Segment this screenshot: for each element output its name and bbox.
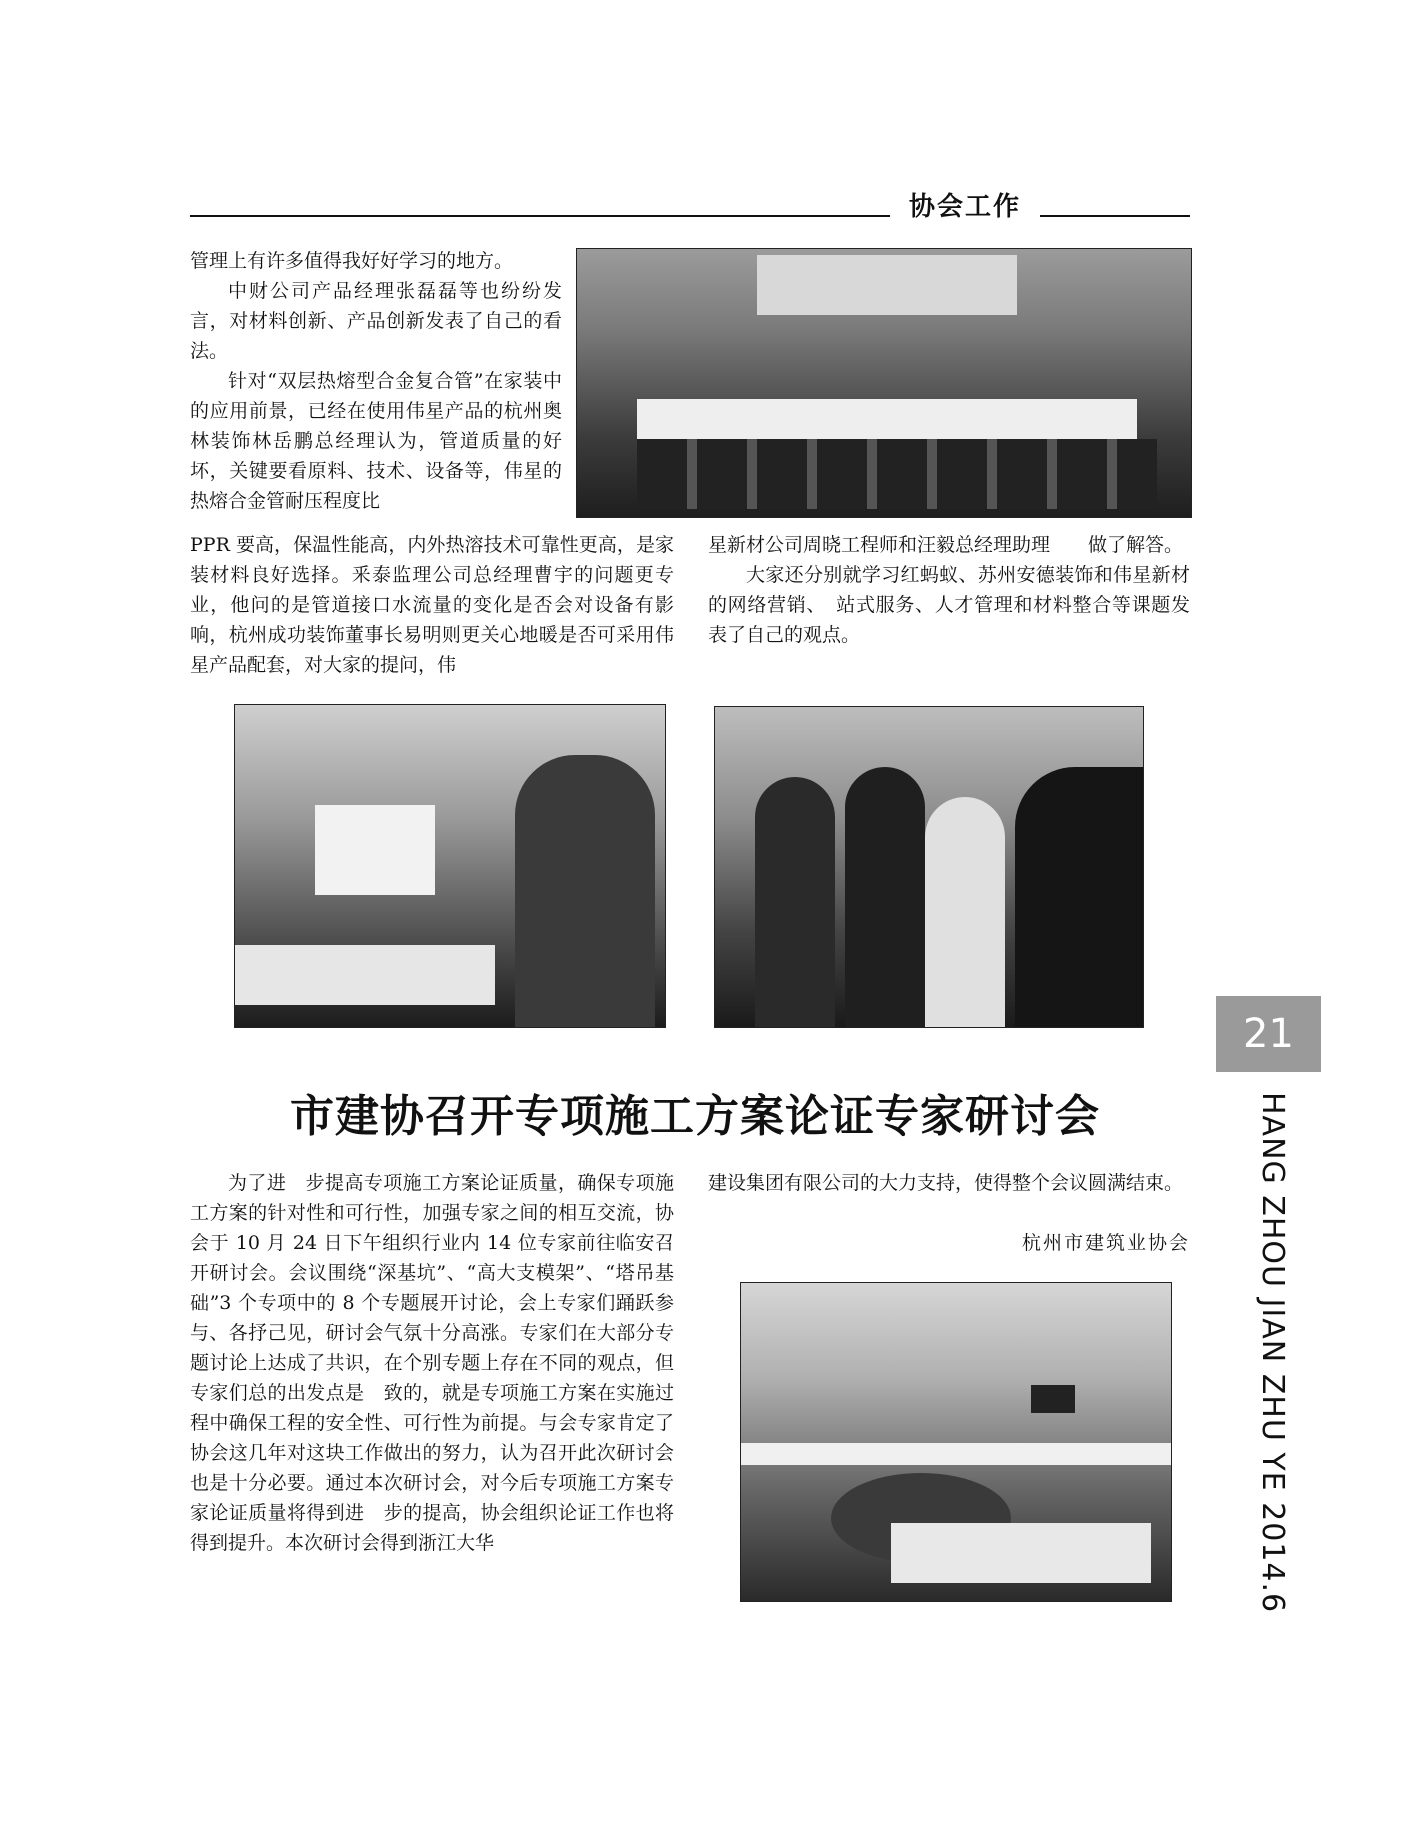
tv-screen — [1031, 1385, 1075, 1413]
table — [741, 1443, 1171, 1465]
paragraph: 建设集团有限公司的大力支持，使得整个会议圆满结束。 — [708, 1172, 1184, 1194]
photo-conference-meeting — [576, 248, 1192, 518]
photo-product-inspection — [234, 704, 666, 1028]
paragraph: 中财公司产品经理张磊磊等也纷纷发言，对材料创新、产品创新发表了自己的看法。 — [190, 280, 562, 362]
screen-banner — [757, 255, 1017, 315]
article2-title: 市建协召开专项施工方案论证专家研讨会 — [290, 1091, 1100, 1142]
pipe-display — [235, 945, 495, 1005]
photo-showroom-visit — [714, 706, 1144, 1028]
page-number: 21 — [1216, 996, 1321, 1072]
photo-expert-seminar — [740, 1282, 1172, 1602]
person — [845, 767, 925, 1027]
paragraph: 针对“双层热熔型合金复合管”在家装中的应用前景，已经在使用伟星产品的杭州奥林装饰林岳鹏总经理认为，管道质量的好坏，关键要看原料、技术、设备等，伟星的热熔合金管耐压程度比 — [190, 370, 562, 512]
article1-col-right — [708, 530, 1190, 650]
person — [515, 755, 655, 1027]
person — [1015, 767, 1143, 1027]
paragraph: 大家还分别就学习红蚂蚁、苏州安德装饰和伟星新材的网络营销、 站式服务、人才管理和材料整合等课题发表了自己的观点。 — [708, 564, 1190, 646]
article1-col-left-top — [190, 246, 562, 516]
table — [637, 399, 1137, 439]
chairs-row — [637, 439, 1157, 509]
paragraph: 星新材公司周晓工程师和汪毅总经理助理 做了解答。 — [708, 534, 1184, 556]
person — [925, 797, 1005, 1027]
article1-col-left-bottom — [190, 530, 674, 680]
journal-vertical-text: HANG ZHOU JIAN ZHU YE 2014.6 — [1255, 1092, 1290, 1614]
article2-col-right — [708, 1168, 1190, 1198]
header-rule-left — [190, 215, 890, 217]
article2-signature: 杭州市建筑业协会 — [1021, 1232, 1190, 1254]
section-label: 协会工作 — [908, 192, 1021, 222]
paragraph: PPR 要高，保温性能高，内外热溶技术可靠性更高，是家装材料良好选择。釆泰监理公司总经理曹宇的问题更专业，他问的是管道接口水流量的变化是否会对设备有影响，杭州成功装饰董事长易明则更关心地暖是否可采用伟星产品配套，对大家的提问，伟 — [190, 534, 674, 676]
person — [755, 777, 835, 1027]
paragraph: 管理上有许多值得我好好学习的地方。 — [190, 250, 514, 272]
article2-col-left — [190, 1168, 674, 1558]
table-front — [891, 1523, 1151, 1583]
whiteboard — [315, 805, 435, 895]
header-rule-right — [1040, 215, 1190, 217]
paragraph: 为了进 步提高专项施工方案论证质量，确保专项施工方案的针对性和可行性，加强专家之间的相互交流，协会于 10 月 24 日下午组织行业内 14 位专家前往临安召开研讨会。会议围绕“深基坑”、“高大支模架”、“塔吊基础”3 个专项中的 8 个专题展开讨论，会上专家们踊跃参与、各抒己见，研讨会气氛十分高涨。专家们在大部分专题讨论上达成了共识，在个别专题上存在不同的观点，但专家们总的出发点是 致的，就是专项施工方案在实施过程中确保工程的安全性、可行性为前提。与会专家肯定了协会这几年对这块工作做出的努力，认为召开此次研讨会也是十分必要。通过本次研讨会，对今后专项施工方案专家论证质量将得到进 步的提高，协会组织论证工作也将得到提升。本次研讨会得到浙江大华 — [190, 1172, 674, 1554]
